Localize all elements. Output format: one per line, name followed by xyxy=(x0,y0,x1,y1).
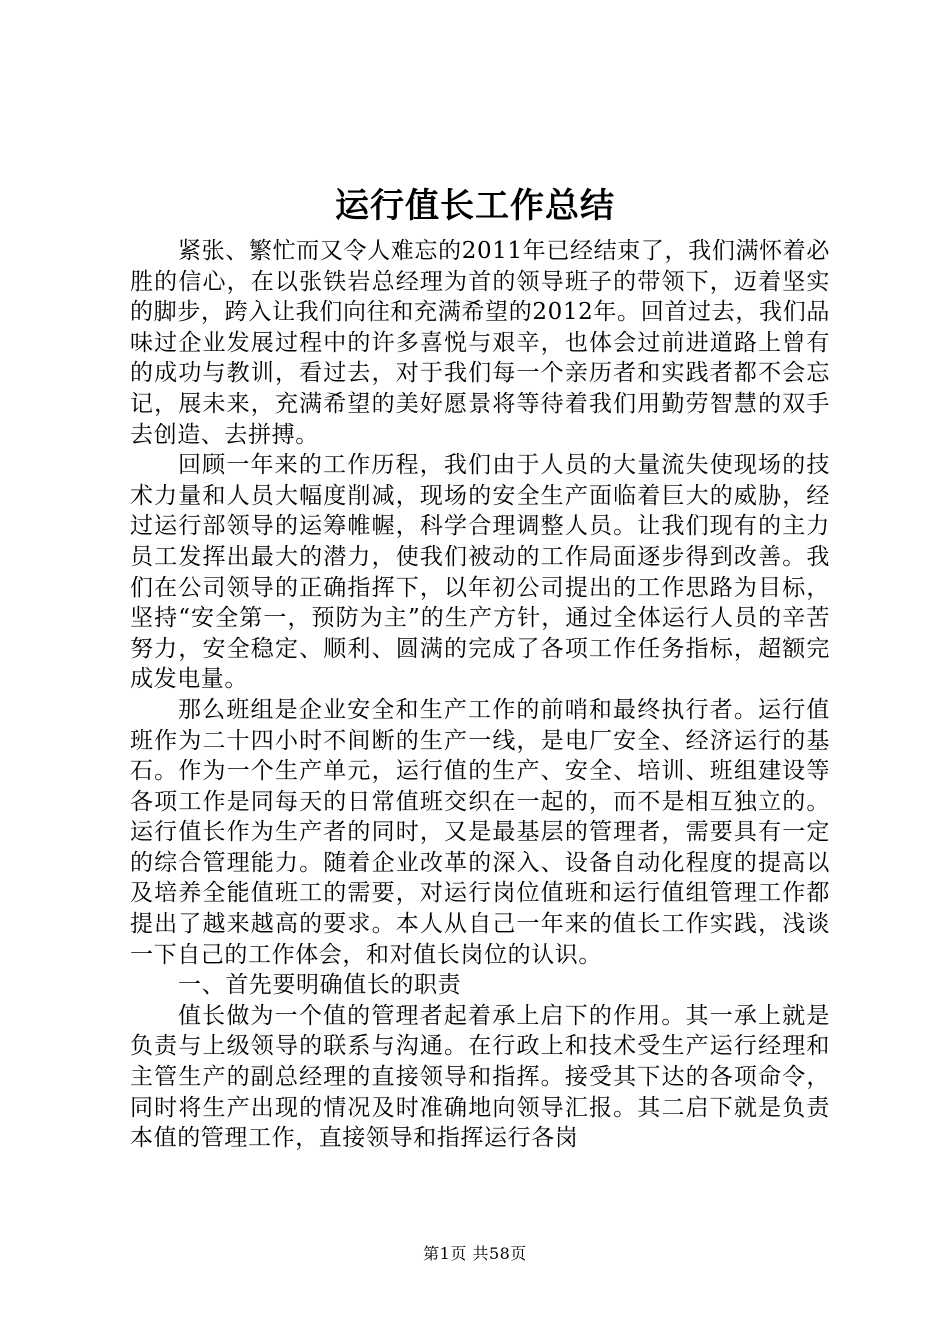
paragraph-intro: 紧张、繁忙而又令人难忘的2011年已经结束了，我们满怀着必胜的信心，在以张铁岩总经理为首的领导班子的带领下，迈着坚实的脚步，跨入让我们向往和充满希望的2012年。回首过去，我们品味过企业发展过程中的许多喜悦与艰辛，也体会过前进道路上曾有的成功与教训，看过去，对于我们每一个亲历者和实践者都不会忘记，展未来，充满希望的美好愿景将等待着我们用勤劳智慧的双手去创造、去拼搏。 xyxy=(130,238,830,448)
page-number-footer: 第1页 共58页 xyxy=(423,1244,527,1263)
document-title: 运行值长工作总结 xyxy=(335,186,615,226)
paragraph-team: 那么班组是企业安全和生产工作的前哨和最终执行者。运行值班作为二十四小时不间断的生产一线，是电厂安全、经济运行的基石。作为一个生产单元，运行值的生产、安全、培训、班组建设等各项工作是同每天的日常值班交织在一起的，而不是相互独立的。运行值长作为生产者的同时，又是最基层的管理者，需要具有一定的综合管理能力。随着企业改革的深入、设备自动化程度的提高以及培养全能值班工的需要，对运行岗位值班和运行值组管理工作都提出了越来越高的要求。本人从自己一年来的值长工作实践，浅谈一下自己的工作体会，和对值长岗位的认识。 xyxy=(130,696,830,968)
section-heading: 一、首先要明确值长的职责 xyxy=(178,972,462,999)
paragraph-duties: 值长做为一个值的管理者起着承上启下的作用。其一承上就是负责与上级领导的联系与沟通。在行政上和技术受生产运行经理和主管生产的副总经理的直接领导和指挥。接受其下达的各项命令，同时将生产出现的情况及时准确地向领导汇报。其二启下就是负责本值的管理工作，直接领导和指挥运行各岗 xyxy=(130,1002,830,1152)
paragraph-review: 回顾一年来的工作历程，我们由于人员的大量流失使现场的技术力量和人员大幅度削减，现场的安全生产面临着巨大的威胁，经过运行部领导的运筹帷幄，科学合理调整人员。让我们现有的主力员工发挥出最大的潜力，使我们被动的工作局面逐步得到改善。我们在公司领导的正确指挥下，以年初公司提出的工作思路为目标，坚持“安全第一，预防为主”的生产方针，通过全体运行人员的辛苦努力，安全稳定、顺利、圆满的完成了各项工作任务指标，超额完成发电量。 xyxy=(130,452,830,693)
document-body xyxy=(130,236,830,1154)
